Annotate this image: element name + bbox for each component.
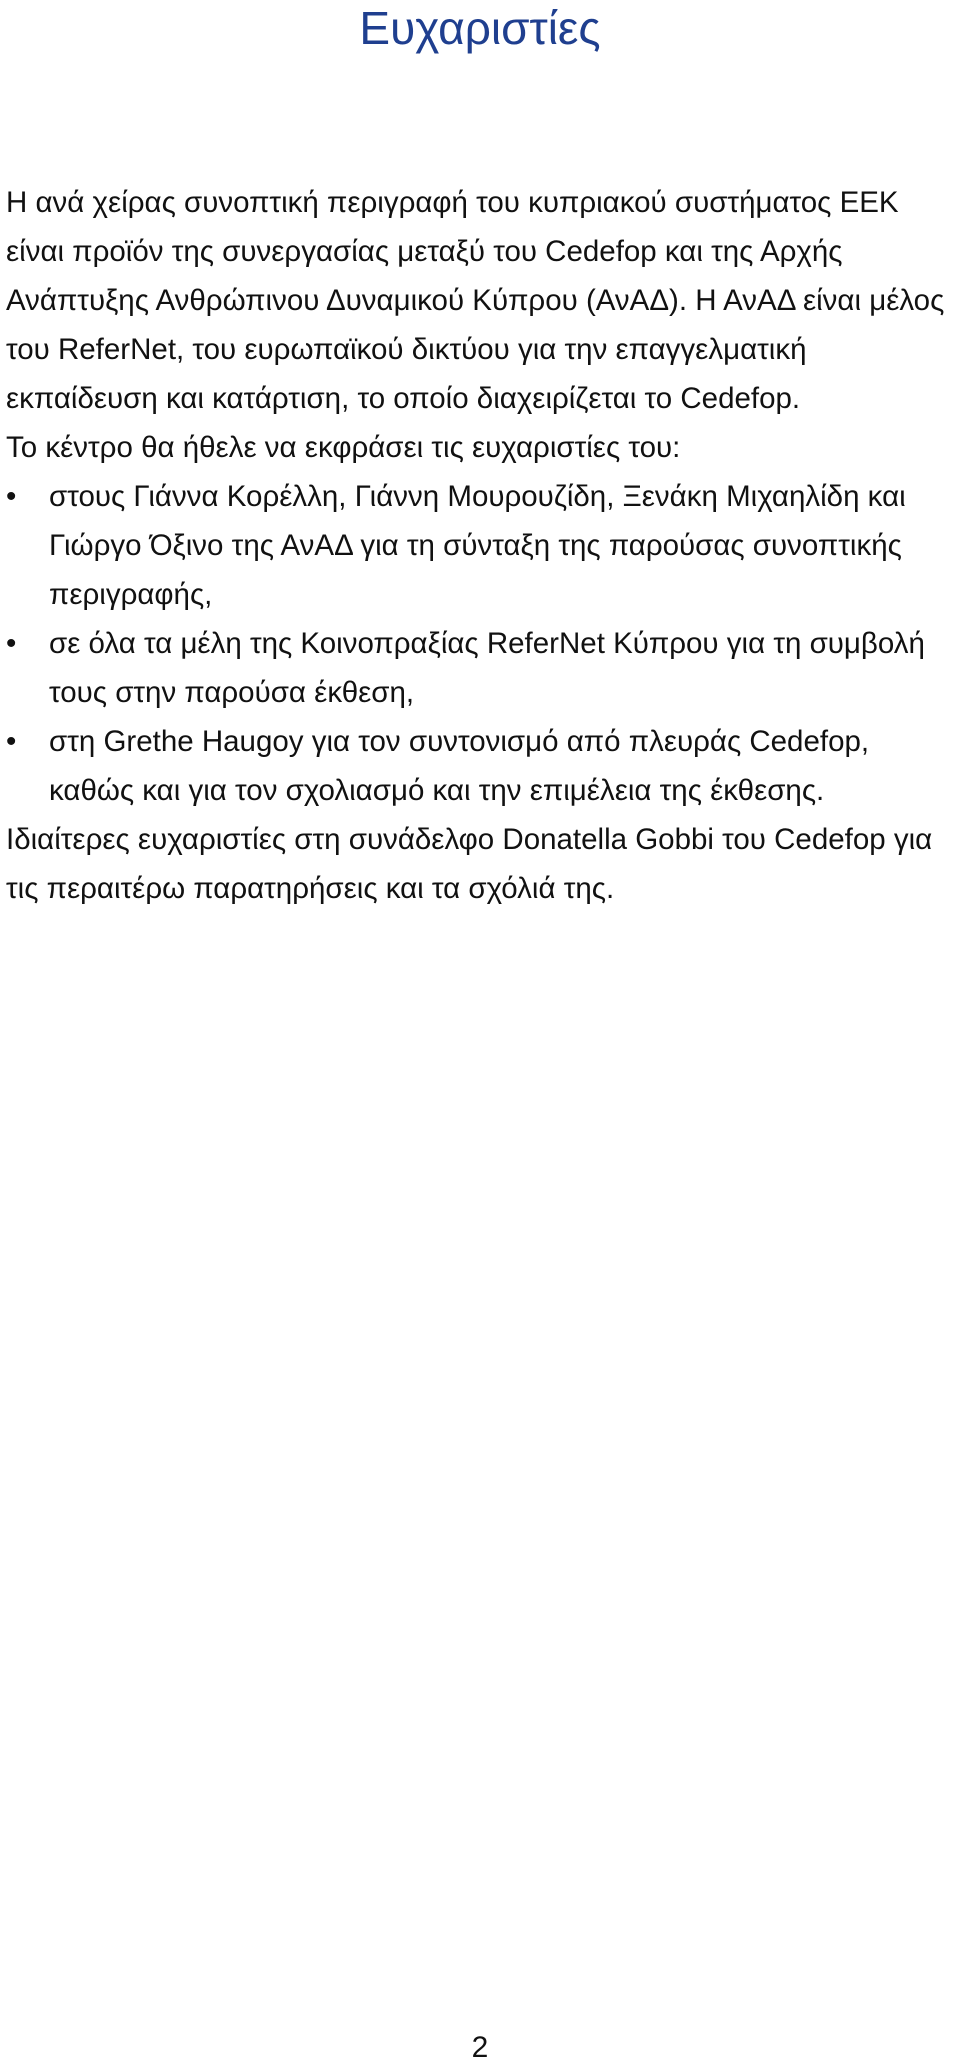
thanks-intro-paragraph: Το κέντρο θα ήθελε να εκφράσει τις ευχαριστίες του: <box>6 431 681 464</box>
list-item <box>6 472 956 619</box>
acknowledgements-body <box>6 178 956 913</box>
list-item-text: στους Γιάννα Κορέλλη, Γιάννη Μουρουζίδη, Ξενάκη Μιχαηλίδη και Γιώργο Όξινο της ΑνΑΔ για τη σύνταξη της παρούσας συνοπτικής περιγραφής, <box>49 480 906 611</box>
page-number: 2 <box>471 2031 489 2064</box>
bullet-icon: • <box>6 627 17 660</box>
closing-paragraph: Ιδιαίτερες ευχαριστίες στη συνάδελφο Donatella Gobbi του Cedefop για τις περαιτέρω παρατηρήσεις και τα σχόλιά της. <box>6 823 933 905</box>
list-item <box>6 717 956 815</box>
page-title: Ευχαριστίες <box>359 2 601 54</box>
list-item-text: στη Grethe Haugoy για τον συντονισμό από πλευράς Cedefop, καθώς και για τον σχολιασμό και την επιμέλεια της έκθεσης. <box>49 725 870 807</box>
list-item-text: σε όλα τα μέλη της Κοινοπραξίας ReferNet Κύπρου για τη συμβολή τους στην παρούσα έκθεση, <box>49 627 925 709</box>
bullet-icon: • <box>6 725 17 758</box>
list-item <box>6 619 956 717</box>
thanks-list <box>6 472 956 815</box>
intro-paragraph: Η ανά χείρας συνοπτική περιγραφή του κυπριακού συστήματος ΕΕΚ είναι προϊόν της συνεργασίας μεταξύ του Cedefop και της Αρχής Ανάπτυξης Ανθρώπινου Δυναμικού Κύπρου (ΑνΑΔ). Η ΑνΑΔ είναι μέλος του ReferNet, του ευρωπαϊκού δικτύου για την επαγγελματική εκπαίδευση και κατάρτιση, το οποίο διαχειρίζεται το Cedefop. <box>6 186 945 415</box>
bullet-icon: • <box>6 480 17 513</box>
